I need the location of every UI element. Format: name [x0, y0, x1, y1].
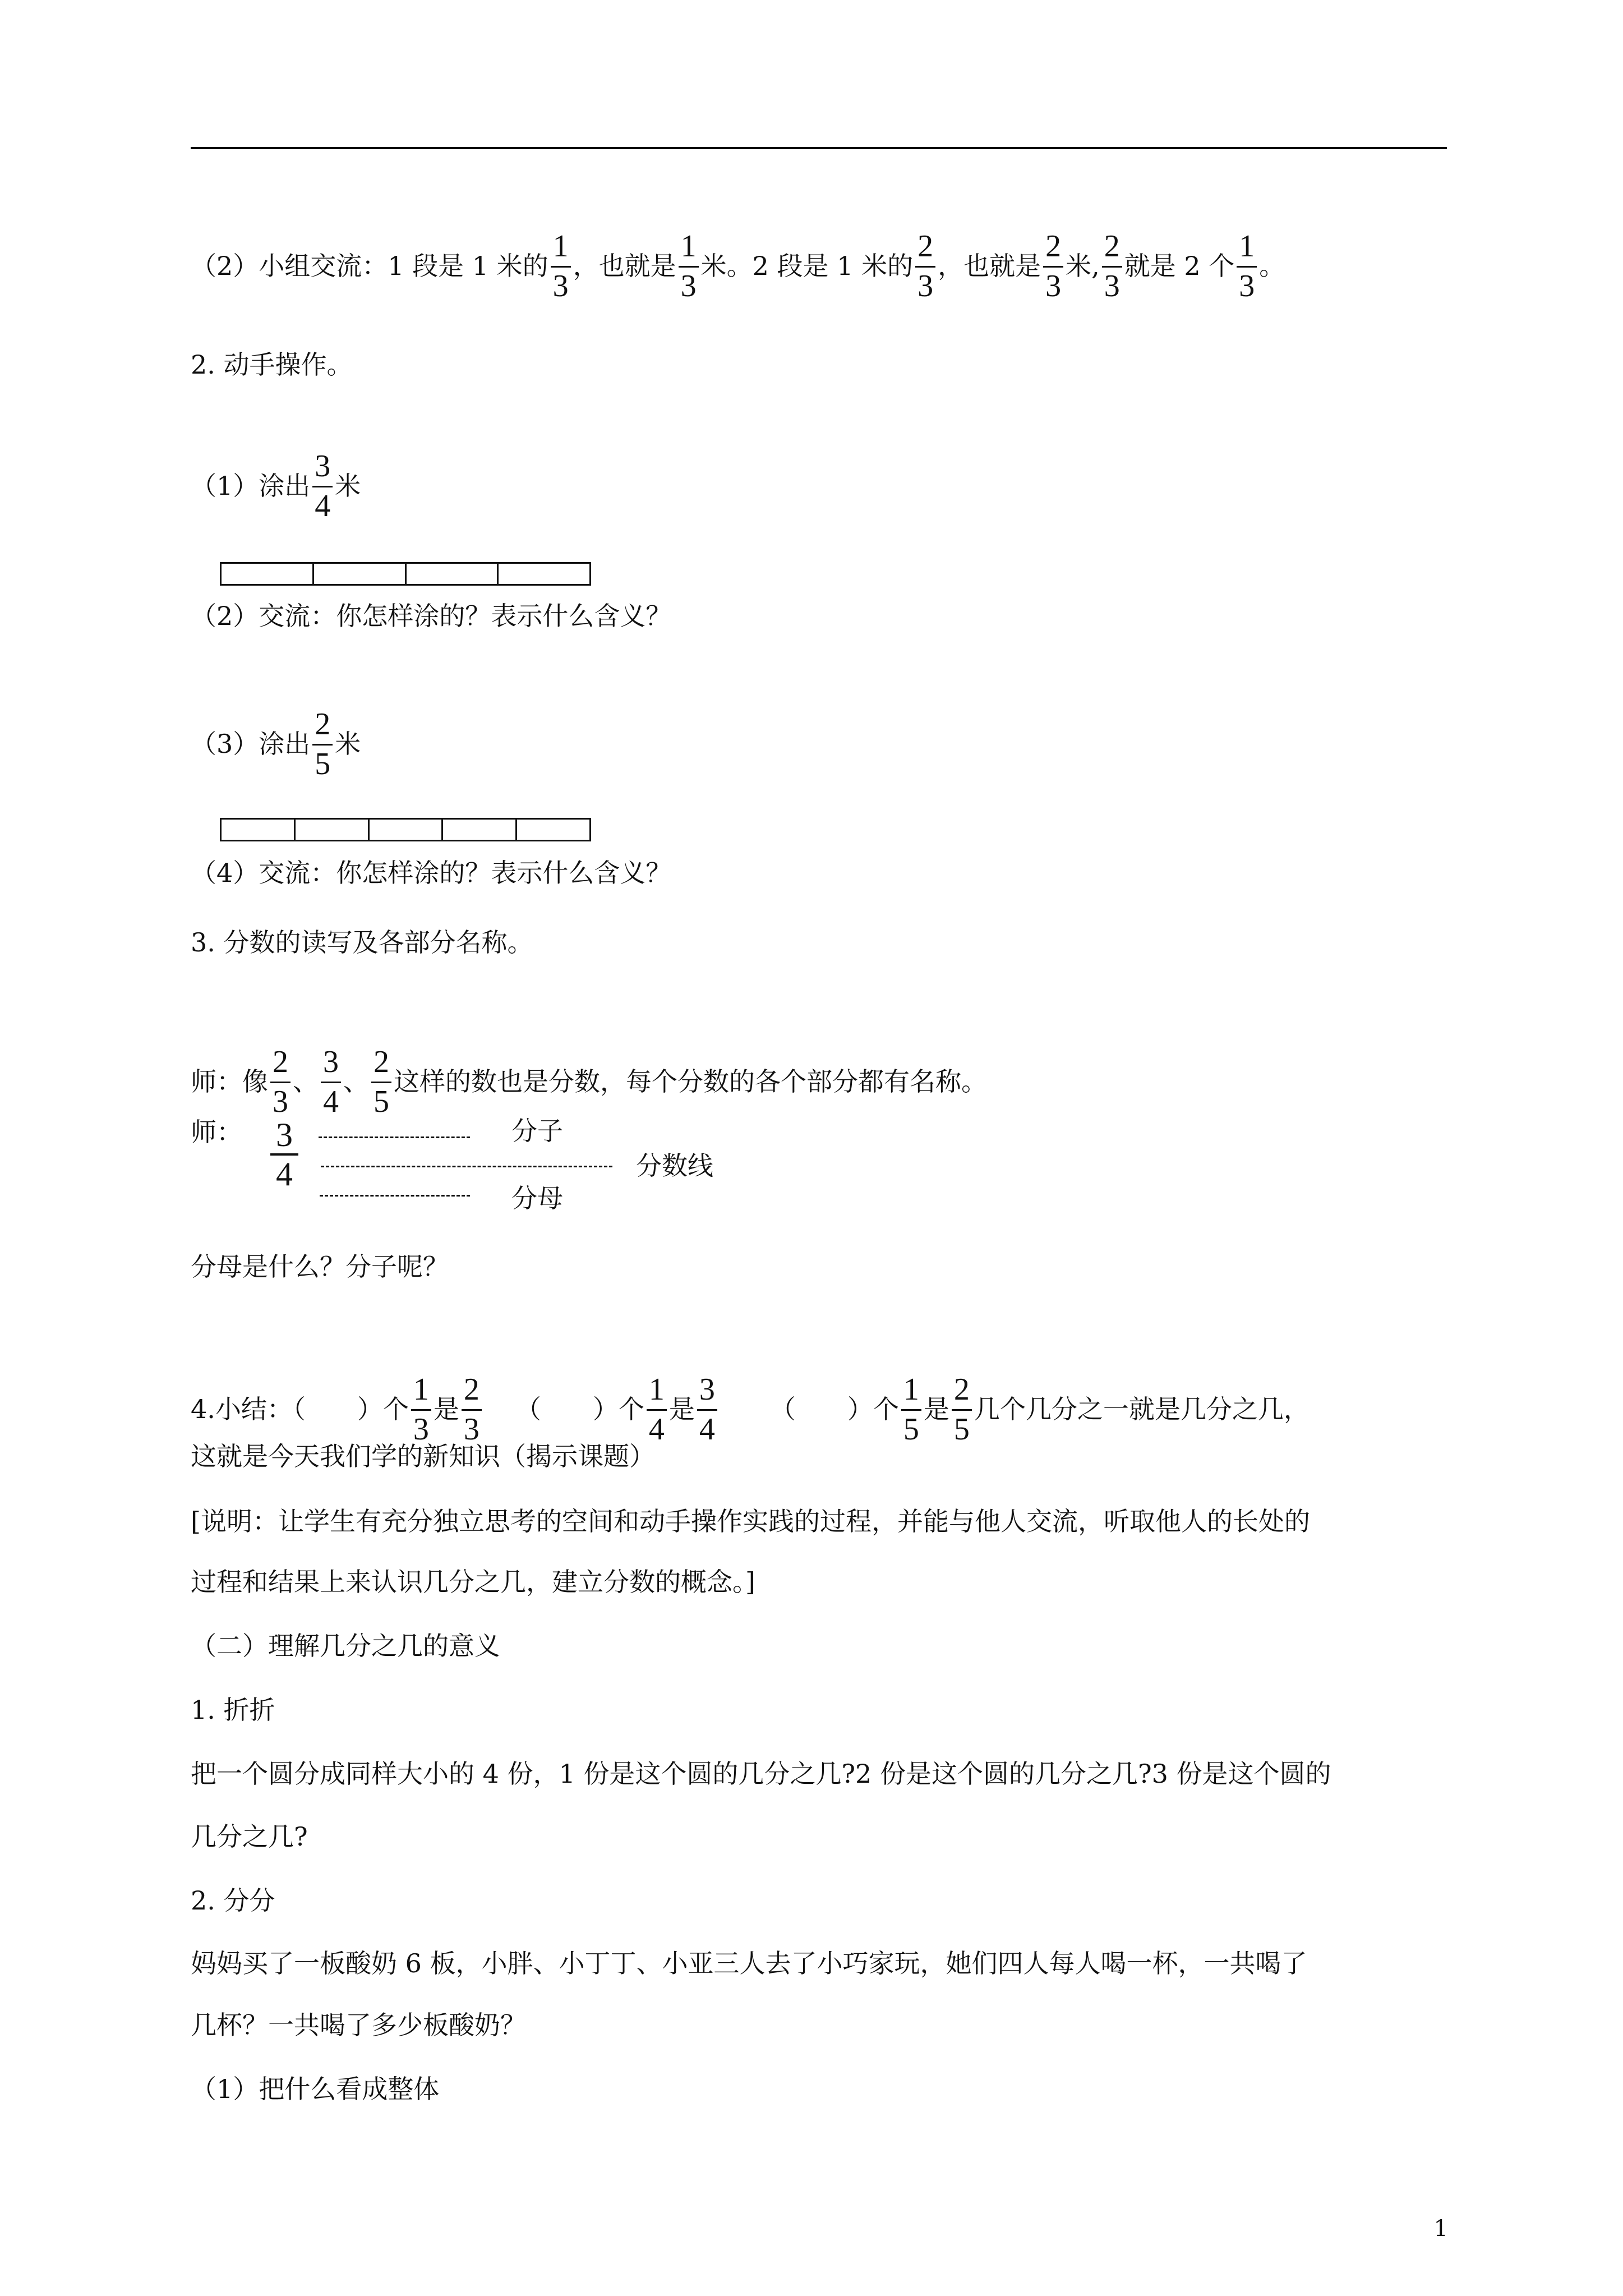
- subheading-fold: 1. 折折: [191, 1695, 275, 1725]
- text: ，也就是: [573, 251, 676, 281]
- numerator: 2: [1102, 229, 1122, 268]
- numerator: 1: [647, 1372, 667, 1411]
- numerator: 3: [270, 1116, 298, 1156]
- denominator: 3: [1239, 269, 1255, 303]
- heading-hands-on: 2. 动手操作。: [191, 349, 353, 380]
- numerator: 1: [411, 1372, 431, 1411]
- bar-segment: [517, 820, 589, 840]
- bar-segment: [370, 820, 444, 840]
- text: 几个几分之一就是几分之几，: [974, 1394, 1310, 1424]
- text: 这样的数也是分数，每个分数的各个部分都有名称。: [394, 1066, 987, 1097]
- bar-segment: [443, 820, 517, 840]
- numerator: 1: [901, 1372, 921, 1411]
- subheading-divide: 2. 分分: [191, 1885, 275, 1916]
- item-2: （2）交流：你怎样涂的？表示什么含义？: [191, 601, 672, 631]
- numerator: 2: [915, 229, 935, 268]
- text: 、: [293, 1066, 319, 1097]
- fraction: [371, 1045, 391, 1119]
- note-line-2: 过程和结果上来认识几分之几，建立分数的概念。]: [191, 1567, 755, 1597]
- fraction: [952, 1372, 972, 1447]
- item-4: （4）交流：你怎样涂的？表示什么含义？: [191, 858, 672, 888]
- bar-segment: [314, 564, 407, 584]
- item-3: [191, 707, 361, 781]
- denominator: 3: [1045, 269, 1062, 303]
- item-whole: （1）把什么看成整体: [191, 2074, 440, 2104]
- diagram-fraction: [270, 1116, 298, 1193]
- denominator: 5: [374, 1084, 389, 1119]
- denominator: 4: [276, 1156, 293, 1193]
- paragraph-circle-2: 几分之几?: [191, 1821, 308, 1852]
- text: 是: [668, 1394, 695, 1424]
- text: 米: [335, 729, 361, 759]
- fraction: [1237, 229, 1257, 303]
- fraction: [551, 229, 571, 303]
- fraction: [462, 1372, 482, 1447]
- heading-reading-writing: 3. 分数的读写及各部分名称。: [191, 927, 533, 958]
- teacher-line: [191, 1045, 987, 1119]
- fraction: [647, 1372, 667, 1447]
- note-line-1: [说明：让学生有充分独立思考的空间和动手操作实践的过程，并能与他人交流，听取他人的长处的: [191, 1506, 1310, 1536]
- denominator: 4: [315, 489, 331, 523]
- bar-fifths: [220, 818, 591, 841]
- denominator: 3: [680, 269, 697, 303]
- bar-segment: [222, 564, 314, 584]
- bar-segment: [407, 564, 499, 584]
- fraction: [321, 1045, 341, 1119]
- text: 。: [1259, 251, 1285, 281]
- numerator-label: 分子: [511, 1116, 563, 1146]
- denominator: 3: [1104, 269, 1120, 303]
- fraction: [1043, 229, 1063, 303]
- fraction-line-leader: [321, 1166, 612, 1167]
- numerator: 3: [312, 449, 333, 487]
- fraction: [679, 229, 699, 303]
- numerator: 2: [952, 1372, 972, 1411]
- teacher-prefix: 师：: [191, 1117, 242, 1147]
- denominator-label: 分母: [511, 1183, 563, 1213]
- fraction: [312, 707, 333, 781]
- text: ，也就是: [938, 251, 1041, 281]
- numerator: 1: [679, 229, 699, 268]
- text: 就是 2 个: [1124, 251, 1235, 281]
- denominator: 3: [463, 1412, 479, 1447]
- denominator: 4: [699, 1412, 715, 1447]
- text: 是: [433, 1394, 459, 1424]
- text: 4.小结：（ ）个: [191, 1394, 409, 1424]
- denominator-leader: [320, 1195, 470, 1197]
- numerator: 3: [321, 1045, 341, 1083]
- denominator: 4: [648, 1412, 665, 1447]
- numerator: 3: [697, 1372, 717, 1411]
- fraction: [411, 1372, 431, 1447]
- numerator: 2: [462, 1372, 482, 1411]
- page-number: 1: [1433, 2216, 1448, 2242]
- text: （2）小组交流：1 段是 1 米的: [191, 251, 548, 281]
- group-exchange-line: [191, 229, 1285, 303]
- text: （3）涂出: [191, 729, 311, 759]
- numerator: 2: [270, 1045, 291, 1083]
- numerator: 1: [1237, 229, 1257, 268]
- numerator: 2: [371, 1045, 391, 1083]
- numerator: 2: [312, 707, 333, 746]
- text: 是: [923, 1394, 949, 1424]
- denominator: 5: [315, 747, 331, 781]
- denominator: 3: [552, 269, 569, 303]
- numerator: 2: [1043, 229, 1063, 268]
- bar-segment: [222, 820, 296, 840]
- item-1: [191, 449, 361, 523]
- bar-quarters: [220, 562, 591, 586]
- header-rule: [191, 147, 1447, 149]
- text: 、: [343, 1066, 369, 1097]
- paragraph-yogurt-2: 几杯？一共喝了多少板酸奶？: [191, 2010, 526, 2040]
- summary-continuation: 这就是今天我们学的新知识（揭示课题）: [191, 1441, 655, 1471]
- text: 米,: [1066, 251, 1100, 281]
- bar-segment: [296, 820, 370, 840]
- fraction-parts-diagram: [191, 1116, 808, 1217]
- text: （ ）个: [515, 1394, 644, 1424]
- section-heading: （二）理解几分之几的意义: [191, 1631, 500, 1661]
- text: 米。2 段是 1 米的: [700, 251, 914, 281]
- numerator-leader: [319, 1137, 470, 1138]
- denominator: 3: [413, 1412, 429, 1447]
- bar-segment: [499, 564, 589, 584]
- denominator: 5: [903, 1412, 919, 1447]
- summary-line: [191, 1372, 1310, 1447]
- denominator: 3: [917, 269, 934, 303]
- paragraph-yogurt-1: 妈妈买了一板酸奶 6 板，小胖、小丁丁、小亚三人去了小巧家玩，她们四人每人喝一杯，一共喝了: [191, 1948, 1307, 1978]
- text: （ ）个: [769, 1394, 899, 1424]
- question-line: 分母是什么？分子呢？: [191, 1251, 449, 1282]
- fraction: [312, 449, 333, 523]
- fraction: [270, 1045, 291, 1119]
- numerator: 1: [551, 229, 571, 268]
- fraction-line-label: 分数线: [636, 1151, 713, 1181]
- paragraph-circle-1: 把一个圆分成同样大小的 4 份，1 份是这个圆的几分之几?2 份是这个圆的几分之几?3 份是这个圆的: [191, 1759, 1331, 1789]
- denominator: 4: [323, 1084, 339, 1119]
- fraction: [915, 229, 935, 303]
- fraction: [901, 1372, 921, 1447]
- denominator: 5: [953, 1412, 970, 1447]
- text: （1）涂出: [191, 471, 311, 501]
- text: 米: [335, 471, 361, 501]
- text: 师：像: [191, 1066, 268, 1097]
- fraction: [697, 1372, 717, 1447]
- denominator: 3: [273, 1084, 288, 1119]
- fraction: [1102, 229, 1122, 303]
